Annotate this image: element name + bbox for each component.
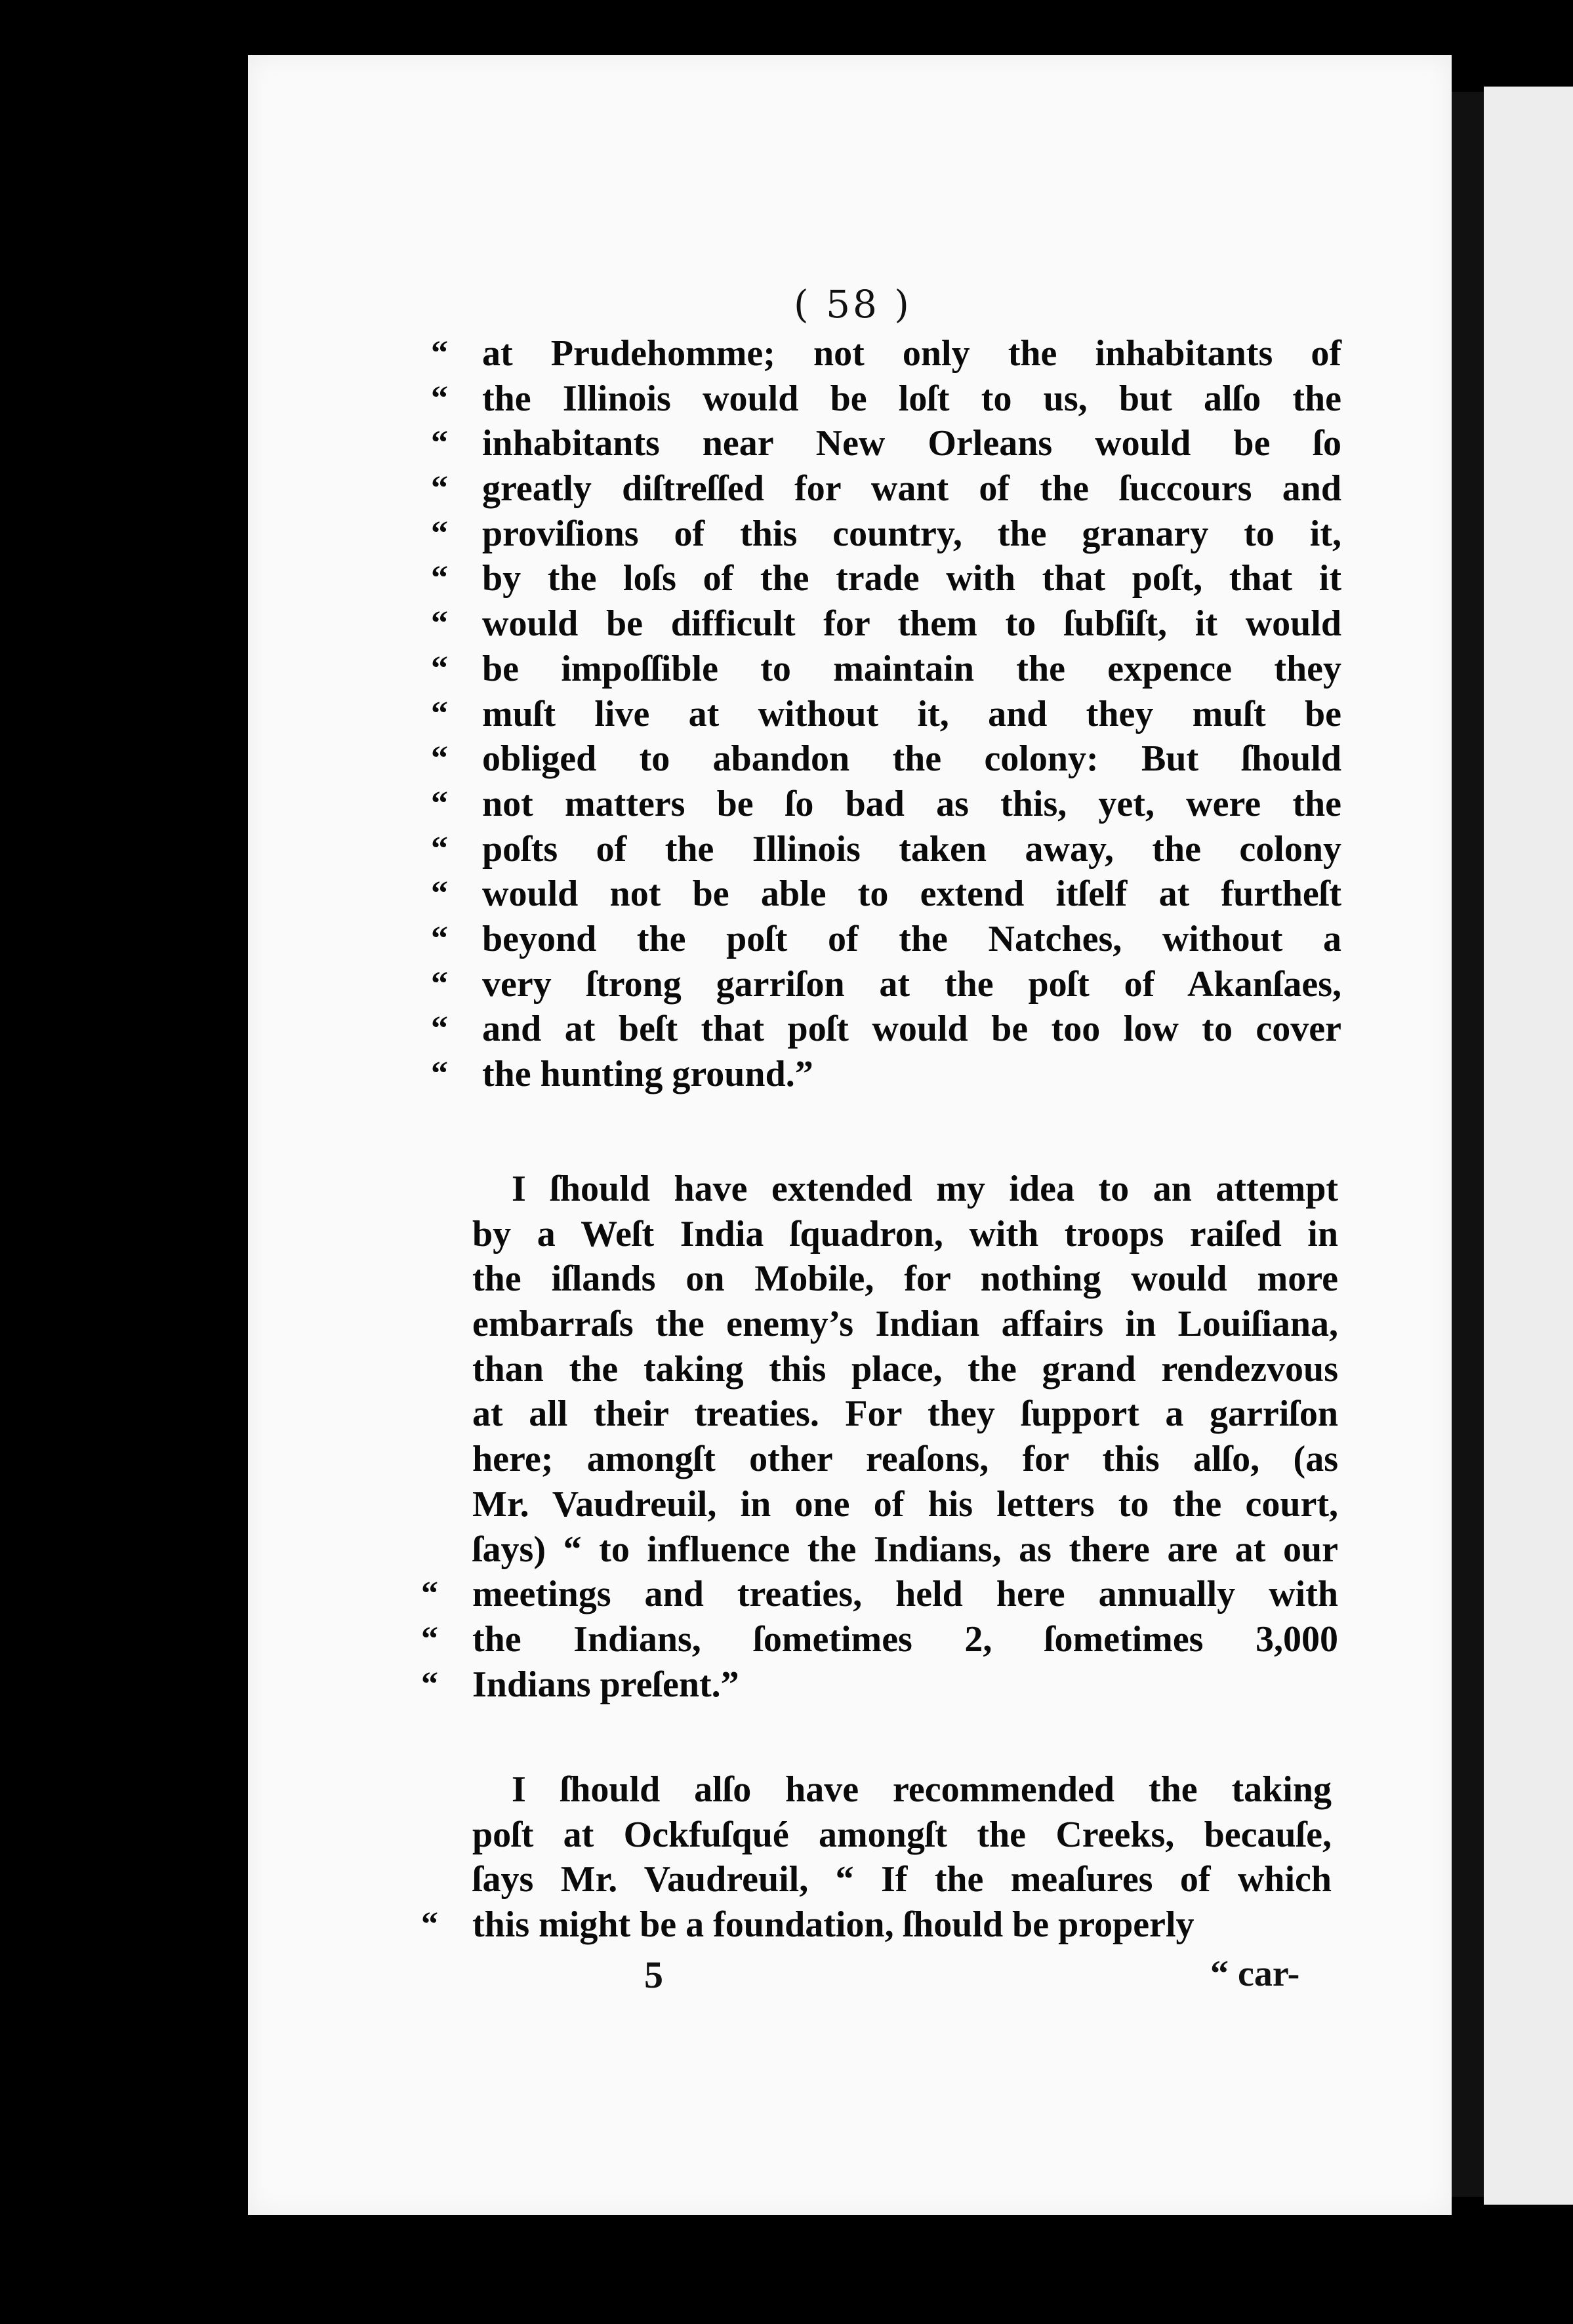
text-line [472, 1212, 1338, 1257]
line-text: at Prudehomme; not only the inhabitants of [482, 333, 1341, 374]
paragraph-ockfusque [421, 1767, 1332, 1948]
quote-mark: “ [421, 1906, 438, 1944]
line-text: be impoſſible to maintain the expence they [482, 648, 1341, 689]
line-text: would be difficult for them to ſubſiſt, it would [482, 603, 1341, 645]
signature-mark: 5 [644, 1953, 663, 1996]
line-text: and at beſt that poſt would be too low to cover [482, 1009, 1341, 1050]
line-text: the hunting ground.” [482, 1054, 813, 1094]
text-line [421, 1617, 1338, 1662]
quote-mark: “ [431, 784, 448, 822]
quote-mark: “ [431, 605, 448, 643]
text-line [421, 1902, 1332, 1948]
quote-mark: “ [431, 379, 448, 417]
text-line [472, 1767, 1332, 1813]
line-text: than the taking this place, the grand rendezvous [472, 1348, 1338, 1390]
line-text: meetings and treaties, held here annually with [472, 1574, 1338, 1615]
quote-mark: “ [431, 424, 448, 462]
line-text: proviſions of this country, the granary to it, [482, 513, 1341, 554]
quote-mark: “ [431, 1055, 448, 1092]
text-line [431, 736, 1341, 782]
line-text: poſts of the Illinois taken away, the colony [482, 828, 1341, 870]
line-text: would not be able to extend itſelf at furtheſt [482, 873, 1341, 915]
quote-mark: “ [421, 1665, 438, 1703]
quote-mark: “ [431, 1010, 448, 1048]
line-text: Indians preſent.” [472, 1664, 739, 1705]
text-line [431, 962, 1341, 1007]
catchword: “ car- [1210, 1953, 1300, 1994]
quote-mark: “ [431, 919, 448, 957]
quote-mark: “ [431, 965, 448, 1003]
line-text: the iſlands on Mobile, for nothing would more [472, 1258, 1338, 1300]
adjacent-page-edge [1484, 87, 1573, 2205]
quote-mark: “ [421, 1575, 438, 1613]
text-line [472, 1392, 1338, 1437]
quote-mark: “ [431, 830, 448, 868]
line-text: the Indians, ſometimes 2, ſometimes 3,000 [472, 1618, 1338, 1660]
text-line [431, 1007, 1341, 1052]
line-text: beyond the poſt of the Natches, without a [482, 918, 1341, 959]
text-line [431, 872, 1341, 917]
text-line [431, 647, 1341, 692]
quote-mark: “ [431, 559, 448, 597]
quote-mark: “ [431, 649, 448, 687]
quote-mark: “ [431, 740, 448, 778]
line-text: very ſtrong garriſon at the poſt of Akanſaes, [482, 963, 1341, 1005]
text-line [421, 1572, 1338, 1617]
line-text: I ſhould alſo have recommended the taking [512, 1769, 1332, 1810]
text-line [431, 466, 1341, 511]
quote-mark: “ [431, 875, 448, 913]
line-text: I ſhould have extended my idea to an attempt [512, 1169, 1338, 1209]
text-line [472, 1347, 1338, 1392]
text-line [472, 1482, 1338, 1527]
text-line [472, 1813, 1332, 1858]
text-line [431, 601, 1341, 647]
text-line [431, 1052, 1341, 1097]
quote-mark: “ [431, 694, 448, 732]
line-text: ſays Mr. Vaudreuil, “ If the meaſures of which [472, 1859, 1332, 1900]
text-line [431, 511, 1341, 557]
line-text: not matters be ſo bad as this, yet, were the [482, 783, 1341, 824]
text-line [421, 1662, 1338, 1708]
text-line [431, 782, 1341, 827]
line-text: greatly diſtreſſed for want of the ſuccours and [482, 468, 1341, 510]
text-line [431, 917, 1341, 962]
paragraph-west-india [421, 1167, 1338, 1707]
quoted-passage [431, 331, 1341, 1097]
text-line [472, 1256, 1338, 1302]
quote-mark: “ [431, 514, 448, 552]
text-line [472, 1857, 1332, 1902]
line-text: ſays) “ to influence the Indians, as there are at our [472, 1529, 1338, 1570]
line-text: embarraſs the enemy’s Indian affairs in Louiſiana, [472, 1304, 1338, 1345]
line-text: at all their treaties. For they ſupport a garriſon [472, 1393, 1338, 1435]
text-line [431, 421, 1341, 466]
quote-mark: “ [421, 1620, 438, 1658]
line-text: by a Weſt India ſquadron, with troops raiſed in [472, 1213, 1338, 1254]
text-line [472, 1437, 1338, 1482]
text-line [431, 827, 1341, 872]
line-text: here; amongſt other reaſons, for this alſo, (as [472, 1439, 1338, 1480]
quote-mark: “ [431, 470, 448, 508]
page-gutter-shadow [1452, 92, 1484, 2197]
text-line [431, 376, 1341, 422]
text-line [431, 331, 1341, 376]
page-number-header: ( 58 ) [794, 282, 912, 327]
quote-mark: “ [431, 334, 448, 372]
text-line [472, 1527, 1338, 1573]
text-line [472, 1302, 1338, 1347]
line-text: Mr. Vaudreuil, in one of his letters to the court, [472, 1483, 1338, 1525]
text-line [431, 692, 1341, 737]
line-text: inhabitants near New Orleans would be ſo [482, 423, 1341, 464]
text-line [431, 556, 1341, 601]
line-text: obliged to abandon the colony: But ſhould [482, 738, 1341, 780]
line-text: by the loſs of the trade with that poſt, that it [482, 558, 1341, 599]
line-text: muſt live at without it, and they muſt be [482, 693, 1341, 734]
line-text: this might be a foundation, ſhould be properly [472, 1904, 1195, 1946]
line-text: poſt at Ockfuſqué amongſt the Creeks, becauſe, [472, 1814, 1332, 1855]
text-line [472, 1167, 1338, 1212]
line-text: the Illinois would be loſt to us, but alſo the [482, 378, 1341, 419]
